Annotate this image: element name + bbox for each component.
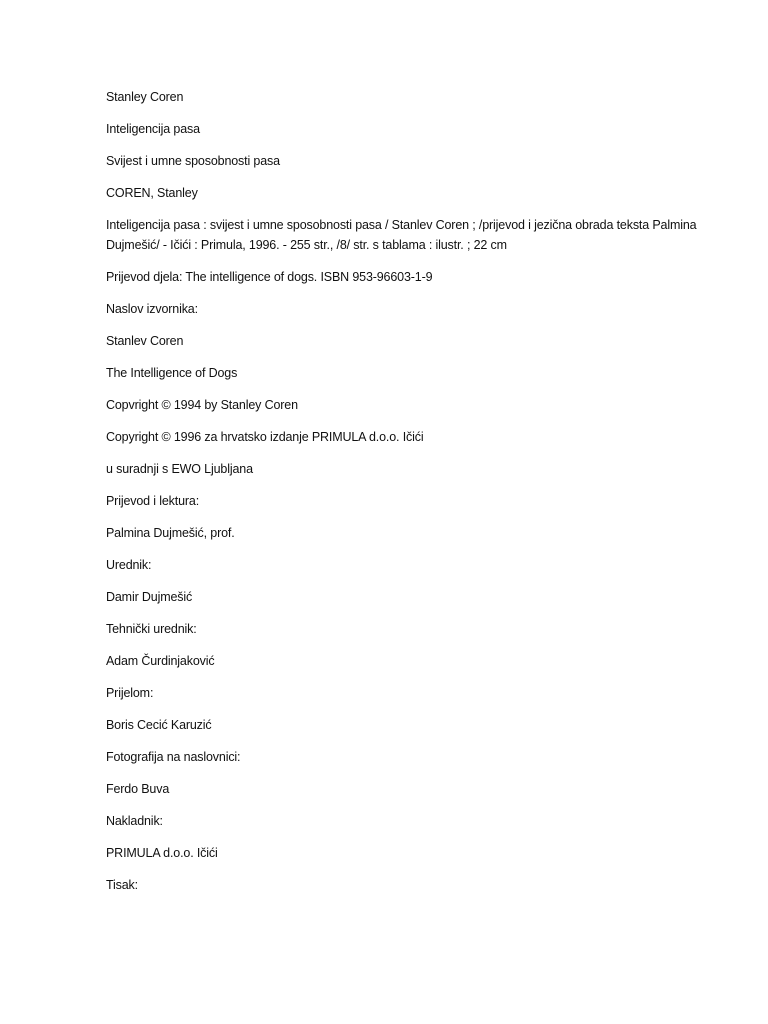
original-title-label: Naslov izvornika: (106, 302, 198, 316)
copyright-original: Copvright © 1994 by Stanley Coren (106, 398, 298, 412)
original-author: Stanlev Coren (106, 334, 184, 348)
copyright-croatian: Copyright © 1996 za hrvatsko izdanje PRIMULA d.o.o. Ičići (106, 430, 424, 444)
technical-editor-name: Adam Čurdinjaković (106, 654, 215, 668)
print-label: Tisak: (106, 878, 138, 892)
document-body (106, 87, 706, 907)
technical-editor-label: Tehnički urednik: (106, 622, 197, 636)
cooperation-note: u suradnji s EWO Ljubljana (106, 462, 253, 476)
publisher-name: PRIMULA d.o.o. Ičići (106, 846, 218, 860)
original-title: The Intelligence of Dogs (106, 366, 238, 380)
layout-name: Boris Cecić Karuzić (106, 718, 212, 732)
catalog-author-heading: COREN, Stanley (106, 186, 198, 200)
editor-name: Damir Dujmešić (106, 590, 193, 604)
author-name: Stanley Coren (106, 90, 184, 104)
translator-name: Palmina Dujmešić, prof. (106, 526, 235, 540)
editor-label: Urednik: (106, 558, 152, 572)
layout-label: Prijelom: (106, 686, 154, 700)
cover-photo-label: Fotografija na naslovnici: (106, 750, 241, 764)
book-subtitle: Svijest i umne sposobnosti pasa (106, 154, 280, 168)
publisher-label: Nakladnik: (106, 814, 163, 828)
translation-note: Prijevod djela: The intelligence of dogs. ISBN 953-96603-1-9 (106, 270, 433, 284)
cover-photo-name: Ferdo Buva (106, 782, 170, 796)
translation-label: Prijevod i lektura: (106, 494, 200, 508)
catalog-entry: Inteligencija pasa : svijest i umne sposobnosti pasa / Stanlev Coren ; /prijevod i jezična obrada teksta Palmina Dujmešić/ - Ičići : Primula, 1996. - 255 str., /8/ str. s tablama : ilustr. ; 22 cm (106, 218, 697, 252)
book-title: Inteligencija pasa (106, 122, 200, 136)
